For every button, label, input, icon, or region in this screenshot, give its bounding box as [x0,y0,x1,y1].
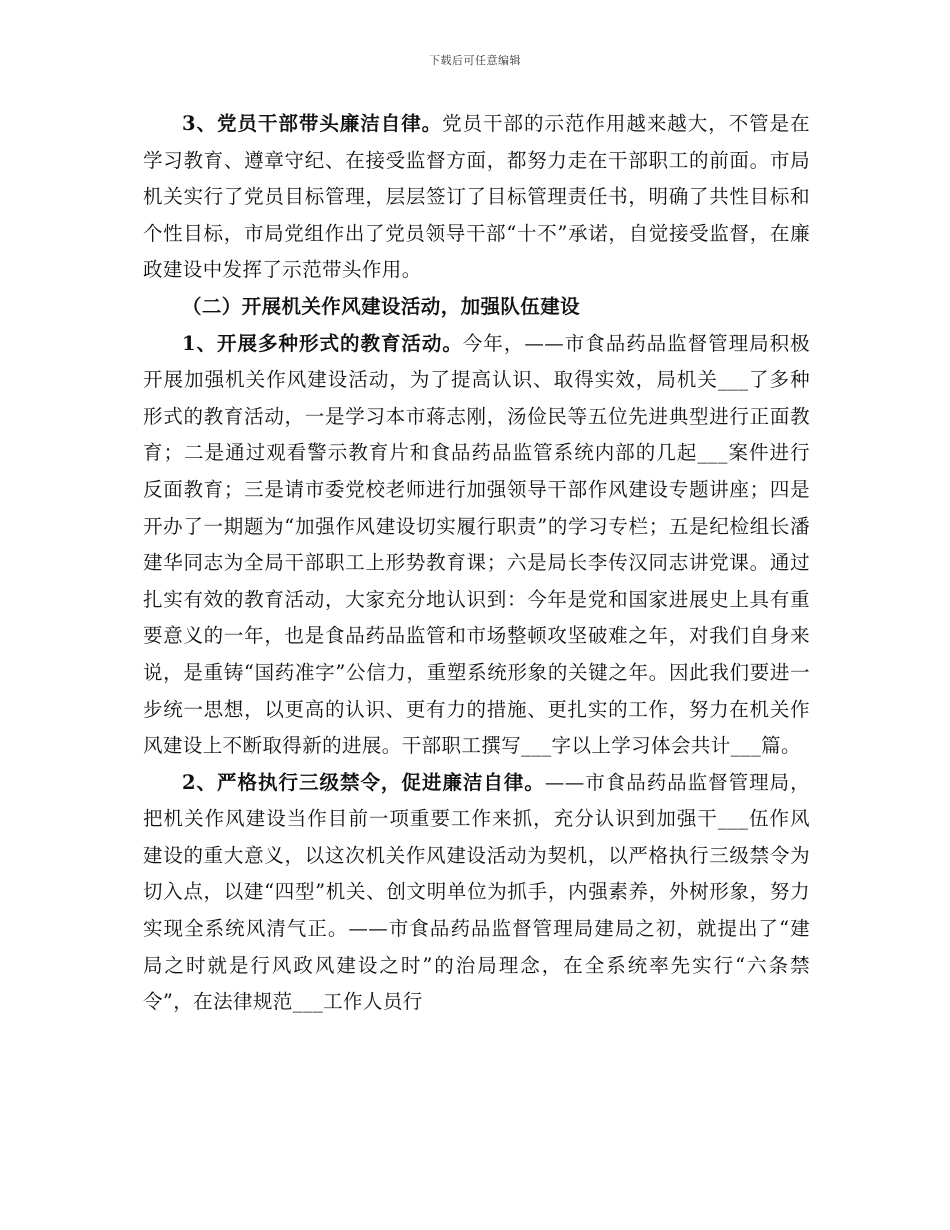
paragraph-text: 党员干部的示范作用越来越大，不管是在学习教育、遵章守纪、在接受监督方面，都努力走在干部职工的前面。市局机关实行了党员目标管理，层层签订了目标管理责任书，明确了共性目标和个性目标，市局党组作出了党员领导干部“十不”承诺，自觉接受监督，在廉政建设中发挥了示范带头作用。 [143,112,810,282]
paragraph-lead: 1、开展多种形式的教育活动。 [182,331,463,355]
paragraph-lead: 2、严格执行三级禁令，促进廉洁自律。 [182,770,545,794]
paragraph-party-members-self-discipline [143,106,810,289]
document-body [143,106,810,1021]
section-heading: （二）开展机关作风建设活动，加强队伍建设 [182,294,581,318]
paragraph-lead: 3、党员干部带头廉洁自律。 [182,112,443,135]
paragraph-text: ——市食品药品监督管理局，把机关作风建设当作目前一项重要工作来抓，充分认识到加强干___伍作风建设的重大意义，以这次机关作风建设活动为契机，以严格执行三级禁令为切入点，以建“四型”机关、创文明单位为抓手，内强素养，外树形象，努力实现全系统风清气正。——市食品药品监督管理局建局之初，就提出了“建局之时就是行风政风建设之时”的治局理念，在全系统率先实行“六条禁令”，在法律规范___工作人员行 [143,770,810,1014]
paragraph-education-activities [143,326,810,765]
page-header-note: 下载后可任意编辑 [429,54,521,67]
paragraph-three-level-prohibitions [143,765,810,1021]
paragraph-text: 今年，——市食品药品监督管理局积极开展加强机关作风建设活动，为了提高认识、取得实效，局机关___了多种形式的教育活动，一是学习本市蒋志刚，汤俭民等五位先进典型进行正面教育；二是通过观看警示教育片和食品药品监管系统内部的几起___案件进行反面教育；三是请市委党校老师进行加强领导干部作风建设专题讲座；四是开办了一期题为“加强作风建设切实履行职责”的学习专栏；五是纪检组长潘建华同志为全局干部职工上形势教育课；六是局长李传汉同志讲党课。通过扎实有效的教育活动，大家充分地认识到：今年是党和国家进展史上具有重要意义的一年，也是食品药品监管和市场整顿攻坚破难之年，对我们自身来说，是重铸“国药准字”公信力，重塑系统形象的关键之年。因此我们要进一步统一思想，以更高的认识、更有力的措施、更扎实的工作，努力在机关作风建设上不断取得新的进展。干部职工撰写___字以上学习体会共计___篇。 [143,331,810,758]
